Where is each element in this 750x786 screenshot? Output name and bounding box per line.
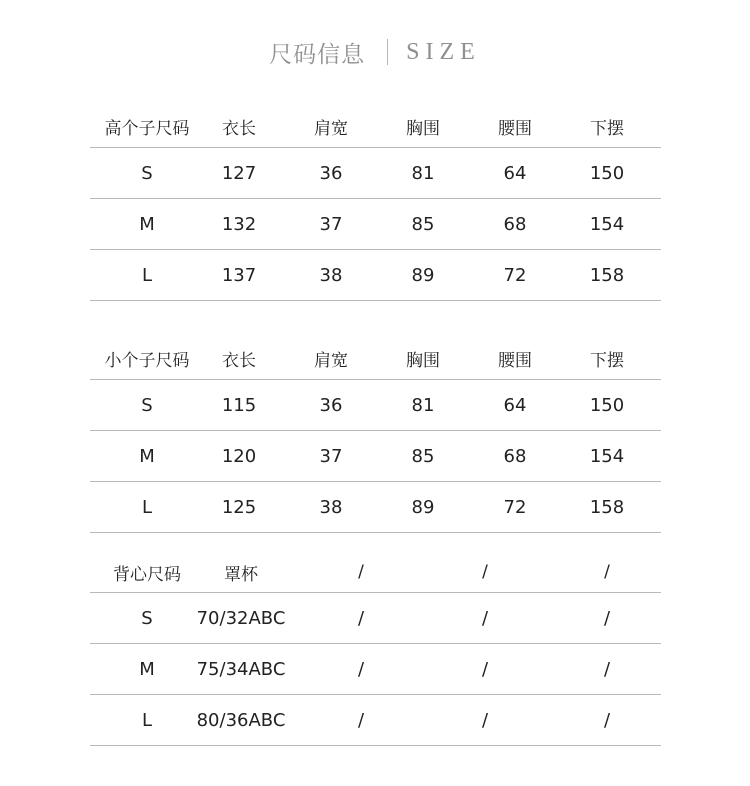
size-cell: L bbox=[141, 496, 153, 518]
header-bust: 胸围 bbox=[406, 119, 440, 139]
header-empty: / bbox=[482, 562, 488, 582]
empty-cell: / bbox=[481, 607, 489, 629]
size-cell: S bbox=[141, 394, 153, 416]
table-row bbox=[90, 380, 661, 431]
hem-cell: 158 bbox=[589, 496, 625, 518]
bust-cell: 89 bbox=[411, 496, 435, 518]
table-row bbox=[90, 199, 661, 250]
waist-cell: 68 bbox=[503, 445, 527, 467]
length-cell: 127 bbox=[221, 162, 257, 184]
header-empty: / bbox=[604, 562, 610, 582]
length-cell: 125 bbox=[221, 496, 257, 518]
empty-cell: / bbox=[357, 658, 365, 680]
cup-cell: 75/34ABC bbox=[196, 658, 286, 680]
table-header-row bbox=[90, 338, 661, 380]
table-row bbox=[90, 250, 661, 301]
waist-cell: 72 bbox=[503, 496, 527, 518]
header-hem: 下摆 bbox=[590, 351, 624, 371]
shoulder-cell: 37 bbox=[319, 445, 343, 467]
waist-cell: 72 bbox=[503, 264, 527, 286]
header-length: 衣长 bbox=[222, 119, 256, 139]
empty-cell: / bbox=[603, 658, 611, 680]
bust-cell: 81 bbox=[411, 162, 435, 184]
waist-cell: 68 bbox=[503, 213, 527, 235]
size-cell: L bbox=[141, 709, 153, 731]
bust-cell: 89 bbox=[411, 264, 435, 286]
short-size-table bbox=[90, 338, 661, 533]
title-english: SIZE bbox=[406, 38, 481, 65]
hem-cell: 154 bbox=[589, 213, 625, 235]
hem-cell: 150 bbox=[589, 162, 625, 184]
length-cell: 137 bbox=[221, 264, 257, 286]
size-cell: M bbox=[139, 213, 155, 235]
tall-size-table bbox=[90, 106, 661, 301]
header-waist: 腰围 bbox=[498, 351, 532, 371]
empty-cell: / bbox=[357, 607, 365, 629]
length-cell: 132 bbox=[221, 213, 257, 235]
size-cell: L bbox=[141, 264, 153, 286]
title-divider bbox=[387, 39, 388, 65]
vest-size-table bbox=[90, 552, 661, 746]
shoulder-cell: 36 bbox=[319, 162, 343, 184]
header-hem: 下摆 bbox=[590, 119, 624, 139]
header-length: 衣长 bbox=[222, 351, 256, 371]
header-waist: 腰围 bbox=[498, 119, 532, 139]
hem-cell: 158 bbox=[589, 264, 625, 286]
hem-cell: 150 bbox=[589, 394, 625, 416]
table-row bbox=[90, 431, 661, 482]
empty-cell: / bbox=[481, 658, 489, 680]
size-cell: S bbox=[141, 607, 153, 629]
bust-cell: 85 bbox=[411, 445, 435, 467]
header-size-label: 高个子尺码 bbox=[104, 119, 190, 139]
waist-cell: 64 bbox=[503, 394, 527, 416]
table-header-row bbox=[90, 106, 661, 148]
empty-cell: / bbox=[603, 709, 611, 731]
length-cell: 115 bbox=[221, 394, 257, 416]
header-size-label: 背心尺码 bbox=[113, 564, 181, 585]
bust-cell: 85 bbox=[411, 213, 435, 235]
header-cup: 罩杯 bbox=[224, 564, 258, 585]
title-chinese: 尺码信息 bbox=[269, 41, 366, 68]
bust-cell: 81 bbox=[411, 394, 435, 416]
header-bust: 胸围 bbox=[406, 351, 440, 371]
header-shoulder: 肩宽 bbox=[314, 119, 348, 139]
empty-cell: / bbox=[357, 709, 365, 731]
waist-cell: 64 bbox=[503, 162, 527, 184]
table-row bbox=[90, 482, 661, 533]
page-title bbox=[0, 34, 750, 70]
shoulder-cell: 38 bbox=[319, 496, 343, 518]
cup-cell: 80/36ABC bbox=[196, 709, 286, 731]
header-empty: / bbox=[358, 562, 364, 582]
table-row bbox=[90, 593, 661, 644]
empty-cell: / bbox=[603, 607, 611, 629]
cup-cell: 70/32ABC bbox=[196, 607, 286, 629]
table-header-row bbox=[90, 552, 661, 593]
empty-cell: / bbox=[481, 709, 489, 731]
header-shoulder: 肩宽 bbox=[314, 351, 348, 371]
shoulder-cell: 37 bbox=[319, 213, 343, 235]
table-row bbox=[90, 695, 661, 746]
hem-cell: 154 bbox=[589, 445, 625, 467]
size-cell: M bbox=[139, 658, 155, 680]
header-size-label: 小个子尺码 bbox=[104, 351, 190, 371]
shoulder-cell: 36 bbox=[319, 394, 343, 416]
size-cell: S bbox=[141, 162, 153, 184]
size-cell: M bbox=[139, 445, 155, 467]
table-row bbox=[90, 644, 661, 695]
length-cell: 120 bbox=[221, 445, 257, 467]
shoulder-cell: 38 bbox=[319, 264, 343, 286]
table-row bbox=[90, 148, 661, 199]
